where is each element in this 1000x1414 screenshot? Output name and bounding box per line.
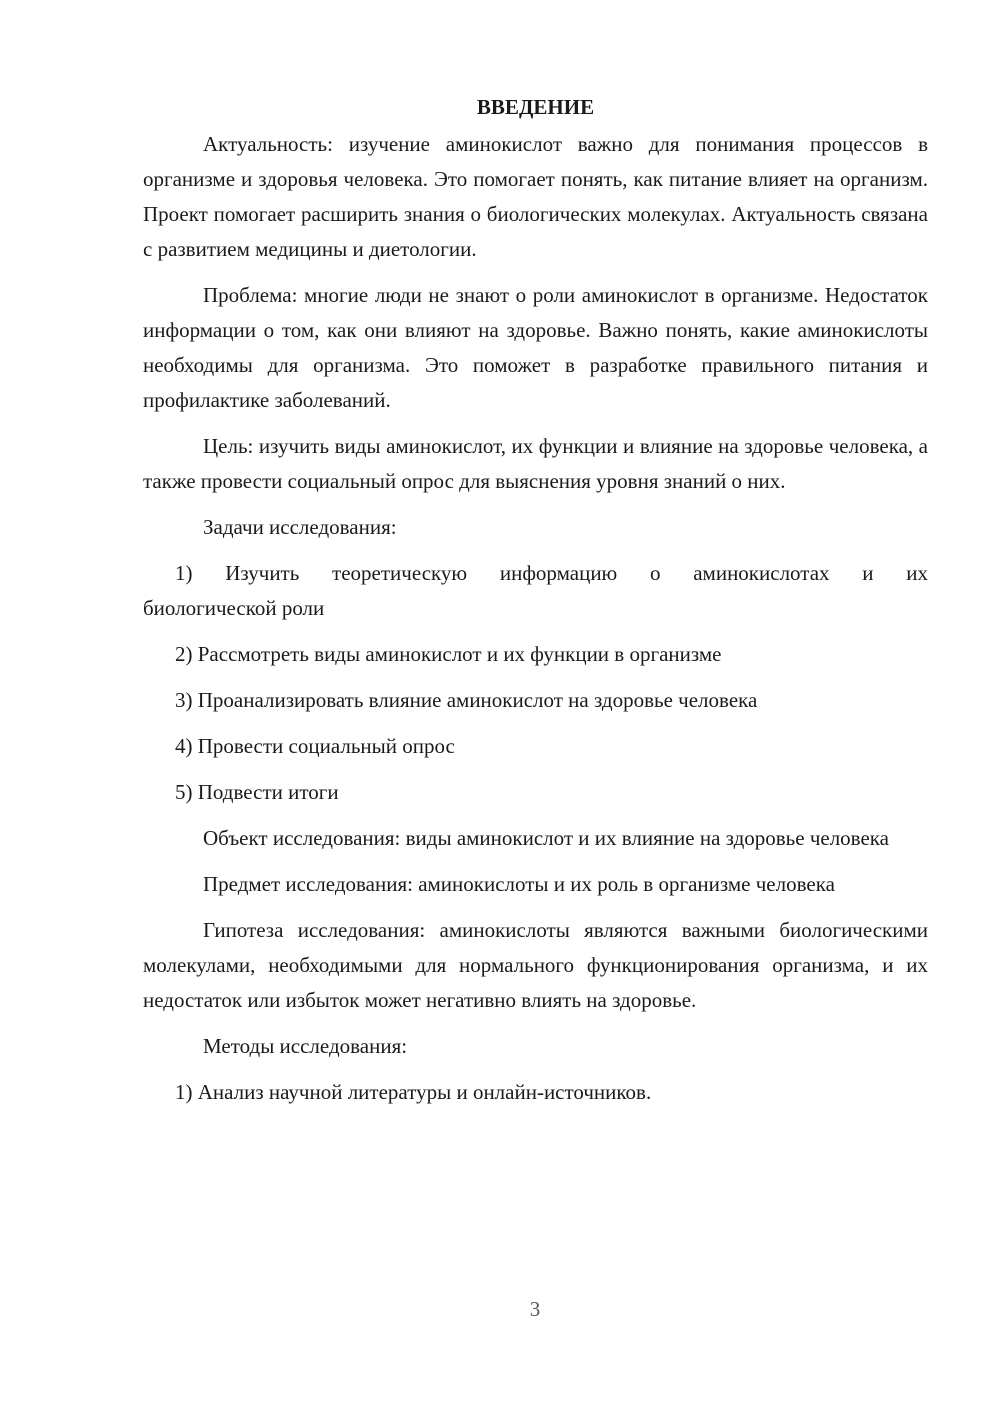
- relevance-paragraph: Актуальность: изучение аминокислот важно для понимания процессов в организме и здоровья человека. Это помогает понять, как питание влияет на организм. Проект помогает расширить знания о биологических молекулах. Актуальность связана с развитием медицины и диетологии.: [143, 132, 928, 261]
- task-item-1-line1: 1) Изучить теоретическую информацию о аминокислотах и их: [175, 561, 928, 585]
- goal-paragraph: Цель: изучить виды аминокислот, их функции и влияние на здоровье человека, а также провести социальный опрос для выяснения уровня знаний о них.: [143, 434, 928, 493]
- object-paragraph: Объект исследования: виды аминокислот и их влияние на здоровье человека: [203, 826, 889, 850]
- task-item-3: 3) Проанализировать влияние аминокислот на здоровье человека: [175, 688, 758, 712]
- task-item-5: 5) Подвести итоги: [175, 780, 339, 804]
- task-item-2: 2) Рассмотреть виды аминокислот и их функции в организме: [175, 642, 722, 666]
- tasks-heading: Задачи исследования:: [203, 515, 397, 539]
- page-content: [143, 90, 928, 1121]
- method-item-1: 1) Анализ научной литературы и онлайн-источников.: [175, 1080, 652, 1104]
- page-number: 3: [529, 1297, 541, 1321]
- task-item-1-line2: биологической роли: [143, 596, 325, 620]
- subject-paragraph: Предмет исследования: аминокислоты и их роль в организме человека: [203, 872, 835, 896]
- hypothesis-paragraph: Гипотеза исследования: аминокислоты являются важными биологическими молекулами, необходимыми для нормального функционирования организма, и их недостаток или избыток может негативно влиять на здоровье.: [143, 918, 928, 1012]
- page-title: ВВЕДЕНИЕ: [476, 95, 595, 119]
- task-item-4: 4) Провести социальный опрос: [175, 734, 455, 758]
- task-item-1: [143, 556, 928, 626]
- problem-paragraph: Проблема: многие люди не знают о роли аминокислот в организме. Недостаток информации о том, как они влияют на здоровье. Важно понять, какие аминокислоты необходимы для организма. Это поможет в разработке правильного питания и профилактике заболеваний.: [143, 283, 928, 412]
- methods-heading: Методы исследования:: [203, 1034, 408, 1058]
